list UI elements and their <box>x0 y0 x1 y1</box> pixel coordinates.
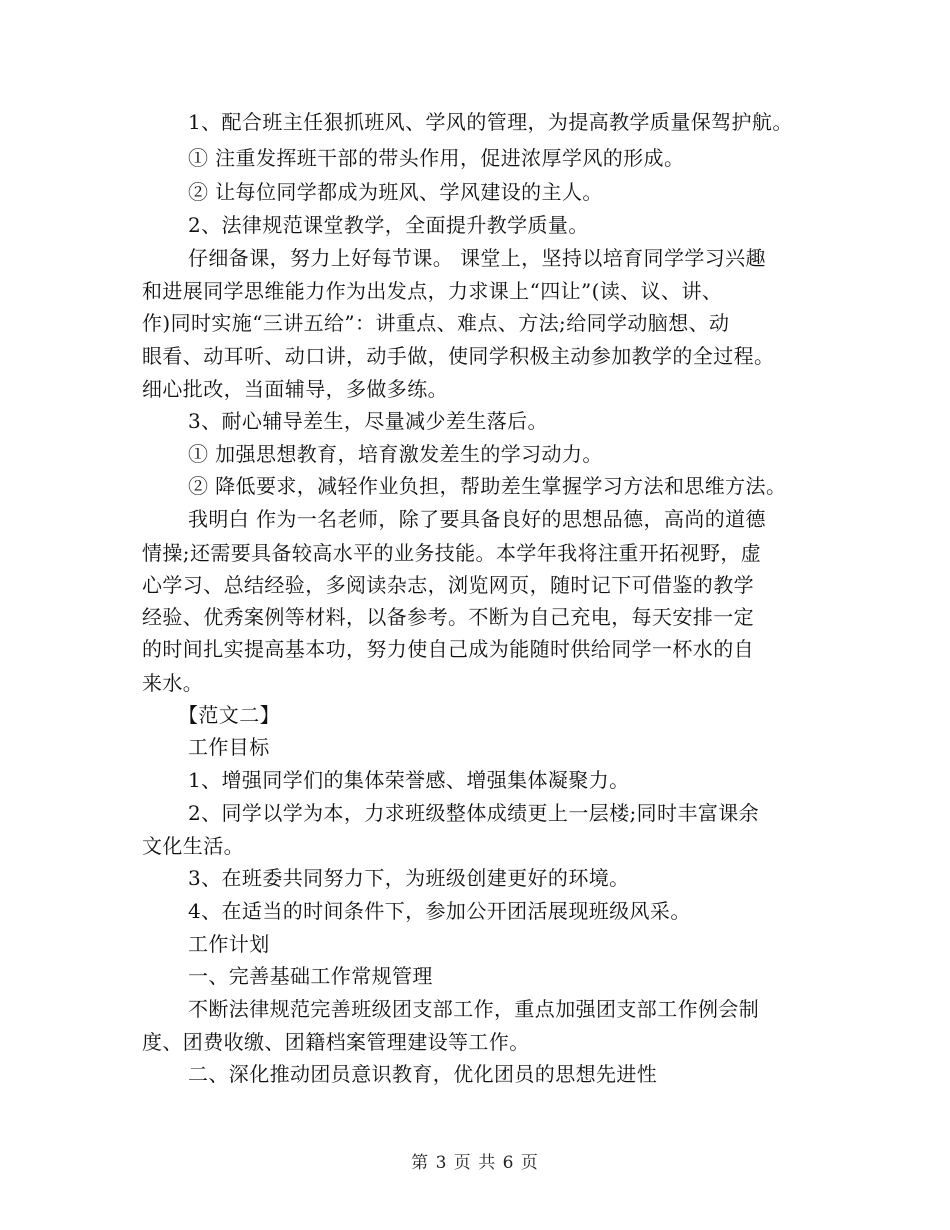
text-line: 和进展同学思维能力作为出发点，力求课上“四让”(读、议、讲、 <box>142 279 723 303</box>
text-line: 心学习、总结经验，多阅读杂志，浏览网页，随时记下可借鉴的教学 <box>142 573 754 597</box>
text-line: 不断法律规范完善班级团支部工作，重点加强团支部工作例会制 <box>188 997 760 1021</box>
subheading: 工作计划 <box>188 932 270 956</box>
text-line: 2、法律规范课堂教学，全面提升教学质量。 <box>188 213 589 237</box>
subheading: 工作目标 <box>188 735 270 759</box>
text-line: 3、在班委共同努力下，为班级创建更好的环境。 <box>188 866 630 890</box>
text-line: ① 加强思想教育，培育激发差生的学习动力。 <box>188 442 603 466</box>
text-line: 度、团费收缴、团籍档案管理建设等工作。 <box>142 1030 530 1054</box>
text-line: 仔细备课，努力上好每节课。 课堂上，坚持以培育同学学习兴趣 <box>188 246 766 270</box>
text-line: ② 让每位同学都成为班风、学风建设的主人。 <box>188 180 603 204</box>
text-line: 眼看、动耳听、动口讲，动手做，使同学积极主动参加教学的全过程。 <box>142 344 775 368</box>
text-line: 1、配合班主任狠抓班风、学风的管理，为提高教学质量保驾护航。 <box>188 110 793 134</box>
page-number-footer: 第 3 页 共 6 页 <box>411 1153 539 1173</box>
text-line: 细心批改，当面辅导，多做多练。 <box>142 377 448 401</box>
text-line: ① 注重发挥班干部的带头作用，促进浓厚学风的形成。 <box>188 146 685 170</box>
text-line: 1、增强同学们的集体荣誉感、增强集体凝聚力。 <box>188 768 630 792</box>
text-line: 情操;还需要具备较高水平的业务技能。本学年我将注重开拓视野，虚 <box>142 541 762 565</box>
text-line: 二、深化推动团员意识教育，优化团员的思想先进性 <box>188 1062 658 1086</box>
text-line: 2、同学以学为本，力求班级整体成绩更上一层楼;同时丰富课余 <box>188 801 760 825</box>
text-line: 作)同时实施“三讲五给”：讲重点、难点、方法;给同学动脑想、动 <box>142 311 730 335</box>
text-line: 一、完善基础工作常规管理 <box>188 964 433 988</box>
section-heading: 【范文二】 <box>178 703 280 727</box>
text-line: 4、在适当的时间条件下，参加公开团活展现班级风采。 <box>188 899 691 923</box>
text-line: 的时间扎实提高基本功，努力使自己成为能随时供给同学一杯水的自 <box>142 637 754 661</box>
text-line: ② 降低要求，减轻作业负担，帮助差生掌握学习方法和思维方法。 <box>188 474 787 498</box>
text-line: 文化生活。 <box>142 834 244 858</box>
text-line: 我明白 作为一名老师，除了要具备良好的思想品德，高尚的道德 <box>188 507 766 531</box>
text-line: 经验、优秀案例等材料，以备参考。不断为自己充电，每天安排一定 <box>142 605 754 629</box>
text-line: 来水。 <box>142 671 204 695</box>
text-line: 3、耐心辅导差生，尽量减少差生落后。 <box>188 409 548 433</box>
